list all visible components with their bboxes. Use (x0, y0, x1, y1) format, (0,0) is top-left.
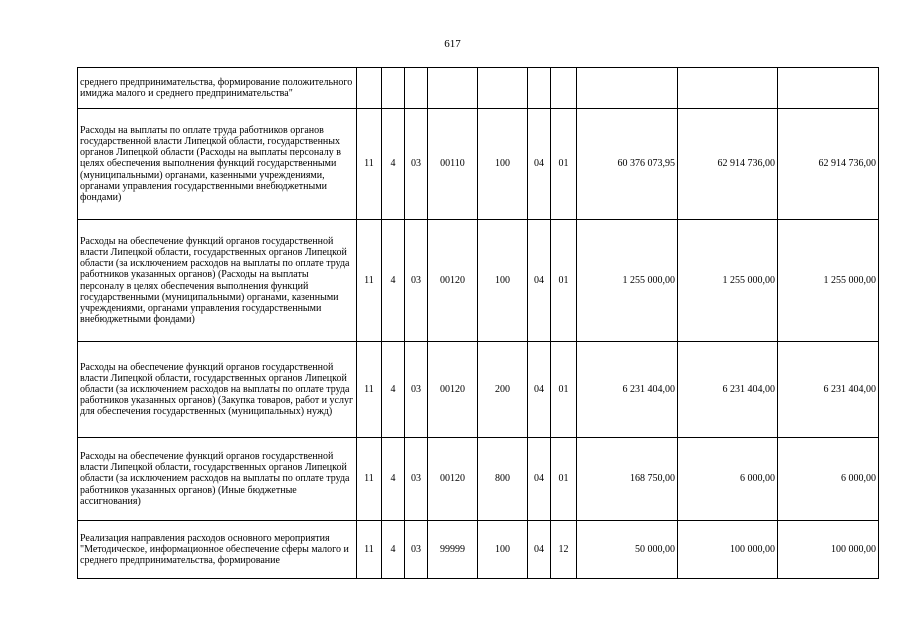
cell-code: 04 (528, 220, 551, 342)
cell-amount: 1 255 000,00 (678, 220, 778, 342)
cell-amount: 50 000,00 (577, 521, 678, 579)
cell-code: 100 (478, 521, 528, 579)
cell-code: 03 (405, 521, 428, 579)
cell-code (478, 68, 528, 109)
cell-amount (678, 68, 778, 109)
cell-code: 800 (478, 438, 528, 521)
cell-code: 4 (382, 521, 405, 579)
cell-amount: 6 000,00 (778, 438, 879, 521)
cell-amount: 62 914 736,00 (778, 109, 879, 220)
cell-code: 11 (357, 220, 382, 342)
cell-code: 03 (405, 342, 428, 438)
cell-amount: 1 255 000,00 (577, 220, 678, 342)
row-name: Реализация направления расходов основного мероприятия "Методическое, информационное обеспечение сферы малого и среднего предпринимательства, формирование (78, 521, 357, 579)
cell-code: 99999 (428, 521, 478, 579)
cell-code: 04 (528, 438, 551, 521)
row-name: Расходы на обеспечение функций органов государственной власти Липецкой области, государственных органов Липецкой области (за исключением расходов на выплаты по оплате труда работников указанных органов) (Расходы на выплаты персоналу в целях обеспечения выполнения функций государственными (муниципальными) органами, казенными учреждениями, органами управления государственными внебюджетными фондами) (78, 220, 357, 342)
cell-code: 04 (528, 342, 551, 438)
row-name: Расходы на обеспечение функций органов государственной власти Липецкой области, государственных органов Липецкой области (за исключением расходов на выплаты по оплате труда работников указанных органов) (Иные бюджетные ассигнования) (78, 438, 357, 521)
cell-code: 4 (382, 220, 405, 342)
budget-table (77, 67, 879, 579)
cell-amount: 60 376 073,95 (577, 109, 678, 220)
cell-code (428, 68, 478, 109)
cell-code: 11 (357, 342, 382, 438)
cell-code: 00110 (428, 109, 478, 220)
page-number: 617 (444, 38, 461, 50)
cell-code (357, 68, 382, 109)
cell-code: 04 (528, 109, 551, 220)
cell-code: 03 (405, 109, 428, 220)
cell-code (405, 68, 428, 109)
cell-code: 12 (551, 521, 577, 579)
table-row (78, 109, 879, 220)
cell-amount (577, 68, 678, 109)
cell-code: 03 (405, 220, 428, 342)
cell-code: 00120 (428, 438, 478, 521)
cell-code: 01 (551, 220, 577, 342)
table-row (78, 68, 879, 109)
cell-code: 11 (357, 521, 382, 579)
table-row (78, 342, 879, 438)
row-name: среднего предпринимательства, формирование положительного имиджа малого и среднего предпринимательства" (78, 68, 357, 109)
row-name: Расходы на выплаты по оплате труда работников органов государственной власти Липецкой области, государственных органов Липецкой области (Расходы на выплаты персоналу в целях обеспечения выполнения функций государственными (муниципальными) органами, казенными учреждениями, органами управления государственными внебюджетными фондами) (78, 109, 357, 220)
table-row (78, 220, 879, 342)
cell-amount: 6 000,00 (678, 438, 778, 521)
cell-code: 4 (382, 438, 405, 521)
cell-code: 04 (528, 521, 551, 579)
cell-code: 100 (478, 220, 528, 342)
cell-code: 200 (478, 342, 528, 438)
cell-code: 00120 (428, 220, 478, 342)
cell-code: 01 (551, 438, 577, 521)
cell-code: 11 (357, 438, 382, 521)
cell-code: 100 (478, 109, 528, 220)
row-name: Расходы на обеспечение функций органов государственной власти Липецкой области, государственных органов Липецкой области (за исключением расходов на выплаты по оплате труда работников указанных органов) (Закупка товаров, работ и услуг для обеспечения государственных (муниципальных) нужд) (78, 342, 357, 438)
cell-amount: 1 255 000,00 (778, 220, 879, 342)
cell-amount: 6 231 404,00 (778, 342, 879, 438)
cell-code: 4 (382, 342, 405, 438)
table-row (78, 438, 879, 521)
cell-amount (778, 68, 879, 109)
cell-amount: 6 231 404,00 (678, 342, 778, 438)
cell-code: 00120 (428, 342, 478, 438)
cell-code: 4 (382, 109, 405, 220)
cell-amount: 100 000,00 (678, 521, 778, 579)
cell-code: 01 (551, 342, 577, 438)
cell-code: 11 (357, 109, 382, 220)
cell-amount: 6 231 404,00 (577, 342, 678, 438)
cell-code (551, 68, 577, 109)
cell-code: 01 (551, 109, 577, 220)
cell-code (528, 68, 551, 109)
table-row (78, 521, 879, 579)
cell-amount: 62 914 736,00 (678, 109, 778, 220)
cell-amount: 168 750,00 (577, 438, 678, 521)
cell-amount: 100 000,00 (778, 521, 879, 579)
cell-code: 03 (405, 438, 428, 521)
cell-code (382, 68, 405, 109)
